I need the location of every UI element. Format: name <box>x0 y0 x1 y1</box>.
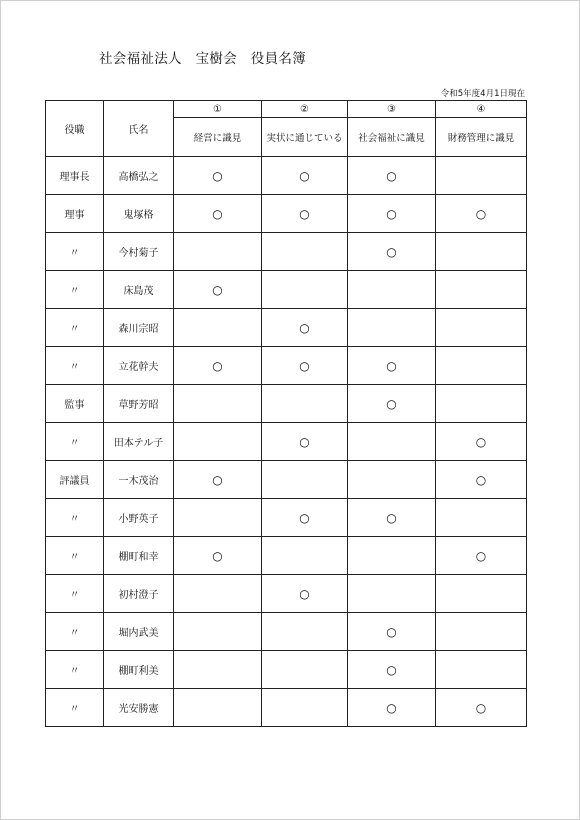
role-cell: 〃 <box>46 233 104 271</box>
table-row <box>46 575 527 613</box>
criterion-mark-cell <box>348 423 436 461</box>
criterion-label: 経営に識見 <box>174 118 262 157</box>
table-row <box>46 347 527 385</box>
table-row <box>46 651 527 689</box>
role-cell: 〃 <box>46 613 104 651</box>
criterion-number: ② <box>262 101 348 118</box>
criterion-mark-cell <box>348 537 436 575</box>
criterion-mark-cell <box>348 309 436 347</box>
role-cell: 〃 <box>46 689 104 727</box>
criterion-label: 財務管理に識見 <box>436 118 527 157</box>
table-row <box>46 689 527 727</box>
criterion-mark-cell <box>262 651 348 689</box>
criterion-label: 実状に通じている <box>262 118 348 157</box>
criterion-mark-cell <box>436 157 527 195</box>
criterion-mark-cell <box>174 499 262 537</box>
role-cell: 評議員 <box>46 461 104 499</box>
criterion-mark-cell <box>436 499 527 537</box>
criterion-mark-cell: ○ <box>348 195 436 233</box>
criterion-number: ④ <box>436 101 527 118</box>
criterion-mark-cell: ○ <box>436 461 527 499</box>
criterion-mark-cell: ○ <box>262 309 348 347</box>
criterion-mark-cell <box>174 689 262 727</box>
criterion-mark-cell <box>174 575 262 613</box>
table-row <box>46 271 527 309</box>
criterion-mark-cell: ○ <box>348 233 436 271</box>
criterion-mark-cell <box>262 233 348 271</box>
criterion-mark-cell <box>436 309 527 347</box>
criterion-mark-cell <box>436 271 527 309</box>
name-cell: 棚町和幸 <box>104 537 174 575</box>
table-row <box>46 461 527 499</box>
role-cell: 〃 <box>46 575 104 613</box>
name-cell: 堀内武美 <box>104 613 174 651</box>
name-cell: 棚町利美 <box>104 651 174 689</box>
criterion-mark-cell <box>262 613 348 651</box>
role-cell: 〃 <box>46 499 104 537</box>
table-row <box>46 157 527 195</box>
criterion-mark-cell: ○ <box>174 271 262 309</box>
role-cell: 〃 <box>46 537 104 575</box>
role-cell: 〃 <box>46 271 104 309</box>
roster-body <box>46 157 527 727</box>
criterion-mark-cell: ○ <box>436 195 527 233</box>
criterion-mark-cell <box>436 385 527 423</box>
name-cell: 高橋弘之 <box>104 157 174 195</box>
criterion-mark-cell <box>174 613 262 651</box>
criterion-mark-cell: ○ <box>174 347 262 385</box>
criterion-mark-cell <box>174 309 262 347</box>
name-cell: 鬼塚格 <box>104 195 174 233</box>
role-cell: 理事長 <box>46 157 104 195</box>
header-number-row <box>46 101 527 118</box>
criterion-mark-cell: ○ <box>348 499 436 537</box>
criterion-mark-cell <box>436 233 527 271</box>
criterion-mark-cell <box>436 651 527 689</box>
criterion-mark-cell <box>262 385 348 423</box>
criterion-mark-cell: ○ <box>436 423 527 461</box>
criterion-mark-cell <box>174 651 262 689</box>
criterion-mark-cell: ○ <box>348 347 436 385</box>
header-role: 役職 <box>46 101 104 157</box>
criterion-label: 社会福祉に識見 <box>348 118 436 157</box>
criterion-mark-cell <box>174 233 262 271</box>
criterion-mark-cell: ○ <box>262 499 348 537</box>
criterion-mark-cell: ○ <box>436 537 527 575</box>
name-cell: 初村澄子 <box>104 575 174 613</box>
officer-roster-table <box>45 100 527 727</box>
name-cell: 今村菊子 <box>104 233 174 271</box>
criterion-mark-cell: ○ <box>174 195 262 233</box>
criterion-number: ① <box>174 101 262 118</box>
criterion-mark-cell: ○ <box>436 689 527 727</box>
name-cell: 森川宗昭 <box>104 309 174 347</box>
name-cell: 小野英子 <box>104 499 174 537</box>
criterion-mark-cell <box>262 271 348 309</box>
criterion-mark-cell <box>174 385 262 423</box>
criterion-mark-cell <box>348 461 436 499</box>
criterion-mark-cell: ○ <box>348 689 436 727</box>
table-row <box>46 613 527 651</box>
role-cell: 〃 <box>46 423 104 461</box>
header-name: 氏名 <box>104 101 174 157</box>
table-row <box>46 385 527 423</box>
criterion-mark-cell <box>174 423 262 461</box>
role-cell: 監事 <box>46 385 104 423</box>
criterion-mark-cell <box>262 689 348 727</box>
criterion-mark-cell <box>436 575 527 613</box>
criterion-mark-cell <box>436 613 527 651</box>
role-cell: 〃 <box>46 309 104 347</box>
criterion-mark-cell <box>262 461 348 499</box>
table-row <box>46 499 527 537</box>
criterion-mark-cell: ○ <box>174 537 262 575</box>
date-note: 令和5年度4月1日現在 <box>440 89 525 99</box>
name-cell: 光安勝憲 <box>104 689 174 727</box>
criterion-mark-cell: ○ <box>262 575 348 613</box>
criterion-mark-cell: ○ <box>262 423 348 461</box>
criterion-number: ③ <box>348 101 436 118</box>
criterion-mark-cell <box>262 537 348 575</box>
criterion-mark-cell: ○ <box>262 157 348 195</box>
criterion-mark-cell: ○ <box>174 461 262 499</box>
criterion-mark-cell: ○ <box>174 157 262 195</box>
table-row <box>46 233 527 271</box>
name-cell: 田本テル子 <box>104 423 174 461</box>
table-row <box>46 537 527 575</box>
criterion-mark-cell: ○ <box>348 651 436 689</box>
criterion-mark-cell <box>436 347 527 385</box>
criterion-mark-cell: ○ <box>348 157 436 195</box>
name-cell: 立花幹夫 <box>104 347 174 385</box>
table-row <box>46 195 527 233</box>
document-title: 社会福祉法人 宝樹会 役員名簿 <box>99 51 306 67</box>
criterion-mark-cell <box>348 271 436 309</box>
role-cell: 理事 <box>46 195 104 233</box>
name-cell: 床島茂 <box>104 271 174 309</box>
criterion-mark-cell <box>348 575 436 613</box>
table-row <box>46 309 527 347</box>
criterion-mark-cell: ○ <box>262 195 348 233</box>
role-cell: 〃 <box>46 651 104 689</box>
criterion-mark-cell: ○ <box>348 613 436 651</box>
name-cell: 草野芳昭 <box>104 385 174 423</box>
table-row <box>46 423 527 461</box>
criterion-mark-cell: ○ <box>348 385 436 423</box>
criterion-mark-cell: ○ <box>262 347 348 385</box>
name-cell: 一木茂治 <box>104 461 174 499</box>
role-cell: 〃 <box>46 347 104 385</box>
